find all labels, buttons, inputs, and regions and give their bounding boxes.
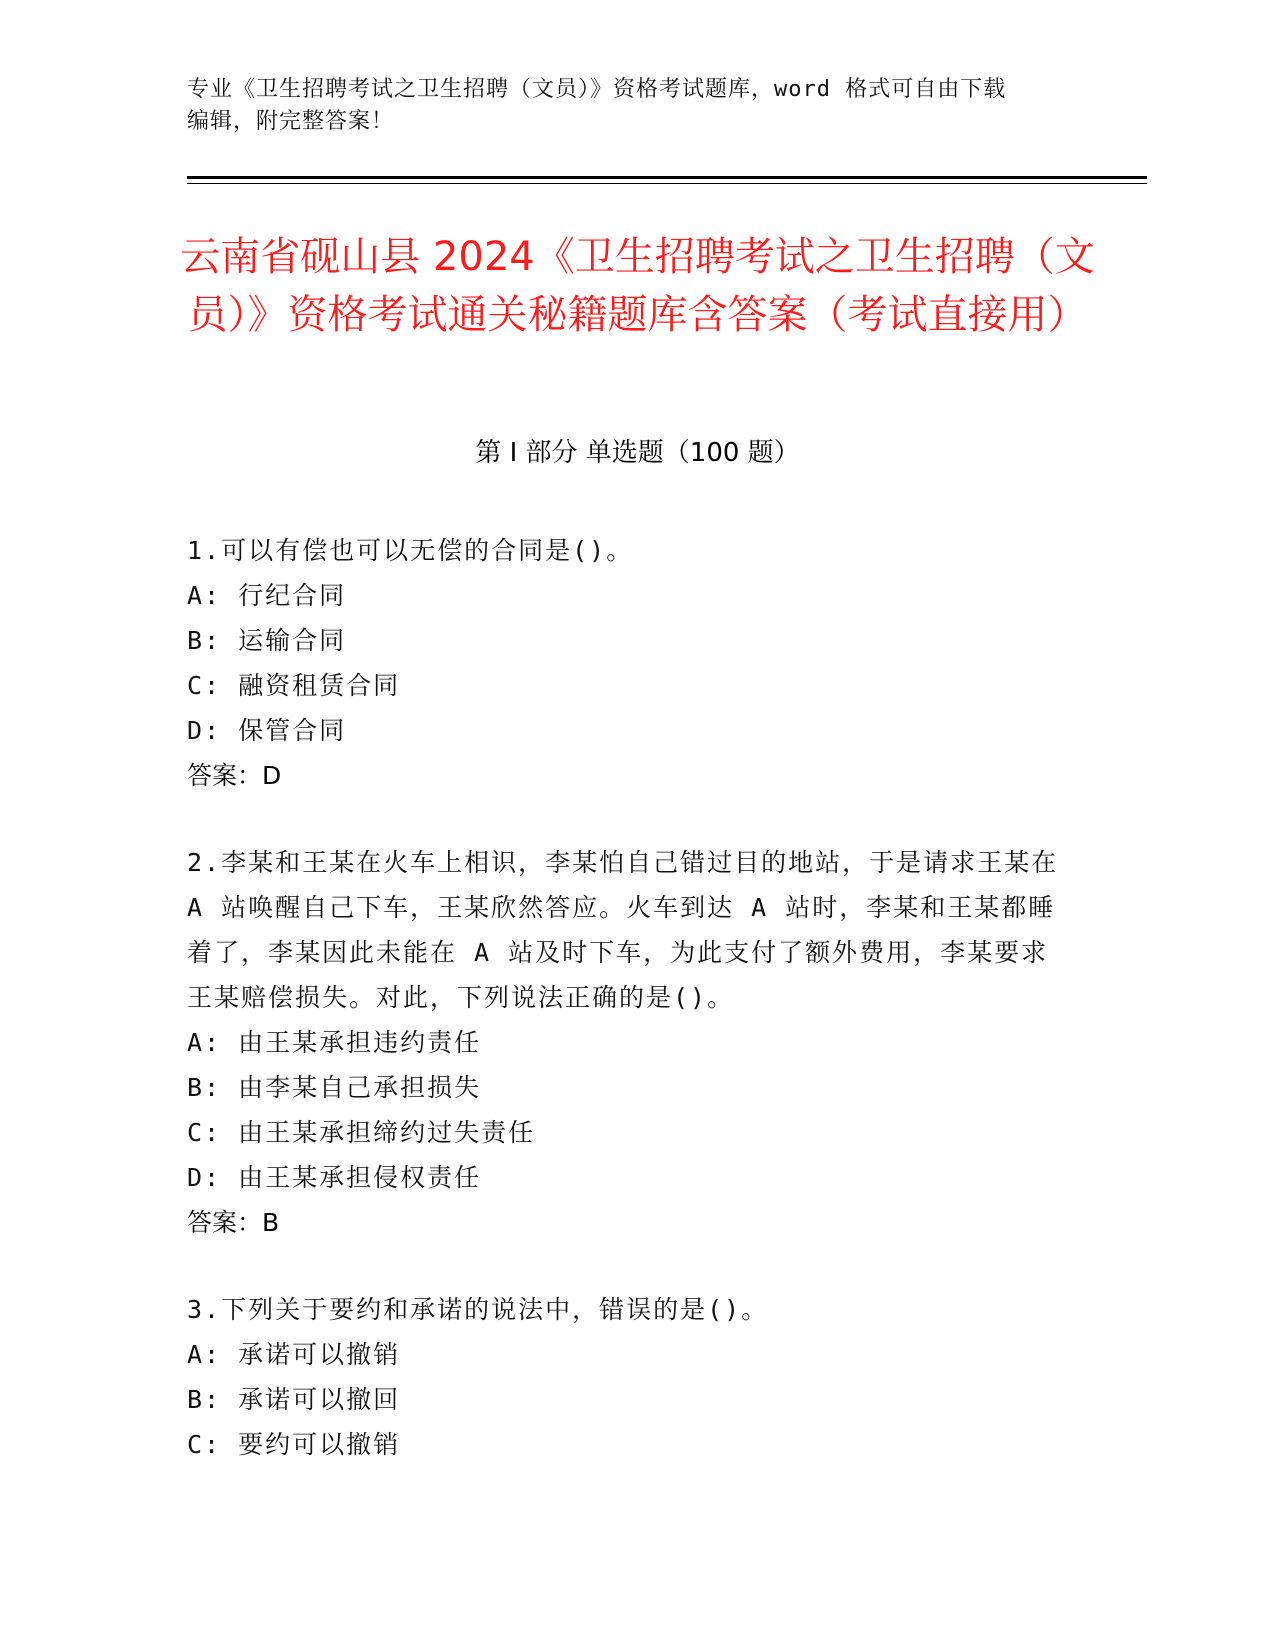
option-a: A: 行纪合同 xyxy=(187,581,347,610)
section-title: 第 I 部分 单选题（100 题） xyxy=(475,438,800,468)
question-stem: 2.李某和王某在火车上相识，李某怕自己错过目的地站，于是请求王某在 A 站唤醒自己下车，王某欣然答应。火车到达 A 站时，李某和王某都睡着了，李某因此未能在 A 站及时下车，为此支付了额外费用，李某要求王某赔偿损失。对此，下列说法正确的是()。 xyxy=(187,848,1059,1012)
header-divider-thick xyxy=(187,176,1147,179)
document-title: 云南省砚山县 2024《卫生招聘考试之卫生招聘（文员）》资格考试通关秘籍题库含答案（考试直接用） xyxy=(180,234,1095,338)
option-c: C: 融资租赁合同 xyxy=(187,671,401,700)
question-answer: 答案：B xyxy=(187,1208,280,1237)
option-b: B: 由李某自己承担损失 xyxy=(187,1073,482,1102)
question-stem: 1.可以有偿也可以无偿的合同是()。 xyxy=(187,536,634,565)
header-divider-thin xyxy=(187,183,1147,184)
question-item xyxy=(187,528,1067,798)
option-d: D: 由王某承担侵权责任 xyxy=(187,1163,482,1192)
question-list xyxy=(187,528,1067,1509)
question-item xyxy=(187,1287,1067,1467)
question-answer: 答案：D xyxy=(187,761,282,790)
option-c: C: 要约可以撤销 xyxy=(187,1430,401,1459)
option-a: A: 由王某承担违约责任 xyxy=(187,1028,482,1057)
option-c: C: 由王某承担缔约过失责任 xyxy=(187,1118,536,1147)
option-b: B: 承诺可以撤回 xyxy=(187,1385,401,1414)
header-line-1: 专业《卫生招聘考试之卫生招聘（文员）》资格考试题库，word 格式可自由下载 xyxy=(187,77,1007,102)
option-d: D: 保管合同 xyxy=(187,716,347,745)
question-item xyxy=(187,840,1067,1245)
question-stem: 3.下列关于要约和承诺的说法中，错误的是()。 xyxy=(187,1295,769,1324)
header-note xyxy=(187,74,1067,138)
option-a: A: 承诺可以撤销 xyxy=(187,1340,401,1369)
option-b: B: 运输合同 xyxy=(187,626,347,655)
header-line-2: 编辑，附完整答案！ xyxy=(187,109,395,134)
